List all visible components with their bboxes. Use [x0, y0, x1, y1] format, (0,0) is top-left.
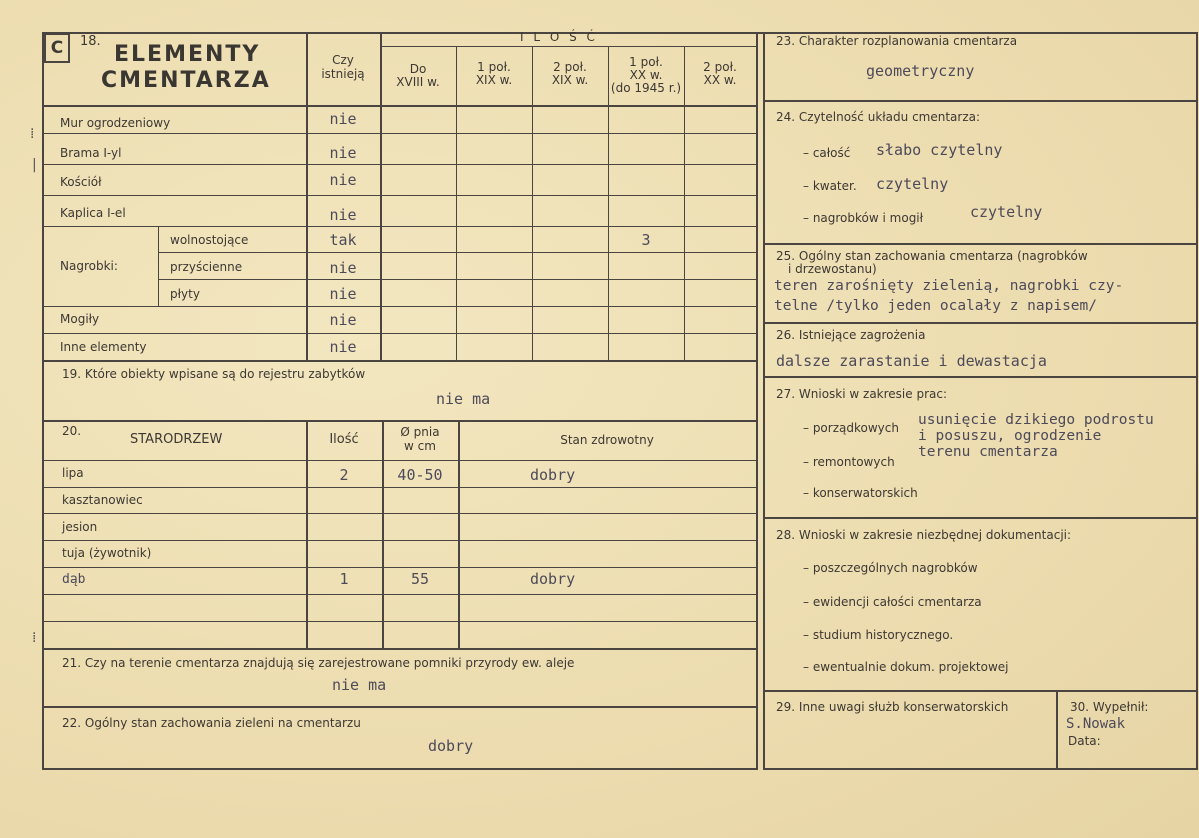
punch-mark: ⁞ — [30, 126, 35, 142]
period-header: Do XVIII w. — [396, 62, 440, 89]
q28-label: 28. Wnioski w zakresie niezbędnej dokumentacji: — [776, 528, 1072, 542]
row-label: Mogiły — [60, 312, 100, 326]
q23-label: 23. Charakter rozplanowania cmentarza — [776, 34, 1018, 48]
tree-health: dobry — [530, 570, 576, 588]
tree-health: dobry — [530, 466, 576, 484]
exists-value: tak — [329, 231, 357, 249]
q20-title: STARODRZEW — [130, 432, 223, 447]
q27-item: – konserwatorskich — [803, 486, 918, 500]
q21-label: 21. Czy na terenie cmentarza znajdują się zarejestrowane pomniki przyrody ew. aleje — [62, 656, 575, 670]
q21-answer: nie ma — [332, 676, 387, 694]
q23-answer: geometryczny — [866, 62, 975, 80]
q22-answer: dobry — [428, 737, 474, 755]
punch-mark: | — [32, 157, 37, 173]
q24-item-answer: słabo czytelny — [876, 141, 1003, 159]
nagrobki-label: Nagrobki: — [60, 259, 118, 273]
exists-value: nie — [329, 110, 357, 128]
row-label: przyścienne — [170, 260, 243, 274]
exists-value: nie — [329, 206, 357, 224]
q22-label: 22. Ogólny stan zachowania zieleni na cmentarzu — [62, 716, 361, 730]
tree-count: 2 — [339, 466, 349, 484]
tree-diam: 40-50 — [397, 466, 443, 484]
section-letter-box: C — [44, 33, 70, 63]
q24-item-label: – całość — [803, 146, 851, 160]
tree-count: 1 — [339, 570, 349, 588]
tree-name: lipa — [62, 466, 84, 480]
q24-item-answer: czytelny — [970, 203, 1043, 221]
quantity-header: I L O Ś Ć — [520, 30, 598, 44]
period-header: 1 poł. XX w. (do 1945 r.) — [610, 55, 682, 95]
q28-item: – ewidencji całości cmentarza — [803, 595, 982, 609]
q24-label: 24. Czytelność układu cmentarza: — [776, 110, 981, 124]
period-header: 2 poł. XIX w. — [551, 60, 589, 87]
exists-value: nie — [329, 171, 357, 189]
exists-value: nie — [329, 311, 357, 329]
q27-label: 27. Wnioski w zakresie prac: — [776, 387, 948, 401]
q30-date-label: Data: — [1068, 734, 1101, 748]
q25-label: 25. Ogólny stan zachowania cmentarza (nagrobków i drzewostanu) — [776, 249, 1088, 276]
q20-diam-header: Ø pnia w cm — [400, 425, 440, 453]
section-title-line1: ELEMENTY — [114, 42, 261, 67]
q29-label: 29. Inne uwagi służb konserwatorskich — [776, 700, 1009, 714]
row-label: płyty — [170, 287, 200, 301]
section-title-line2: CMENTARZA — [101, 68, 271, 93]
q26-answer: dalsze zarastanie i dewastacja — [776, 352, 1047, 370]
exists-value: nie — [329, 338, 357, 356]
q27-item: – porządkowych — [803, 421, 899, 435]
row-label: Brama I-yl — [60, 146, 122, 160]
tree-diam: 55 — [410, 570, 430, 588]
tree-name: dąb — [62, 572, 86, 587]
q27-item: – remontowych — [803, 455, 895, 469]
exists-value: nie — [329, 259, 357, 277]
q20-count-header: Ilość — [329, 432, 359, 447]
exists-header: Czy istnieją — [321, 53, 365, 81]
punch-mark: ⁞ — [32, 630, 37, 646]
period-header: 1 poł. XIX w. — [475, 60, 513, 87]
tree-name: tuja (żywotnik) — [62, 546, 152, 560]
q20-number: 20. — [62, 424, 82, 438]
q19-answer: nie ma — [436, 390, 491, 408]
exists-value: nie — [329, 144, 357, 162]
q19-label: 19. Które obiekty wpisane są do rejestru zabytków — [62, 367, 366, 381]
q24-item-label: – nagrobków i mogił — [803, 211, 924, 225]
tree-name: kasztanowiec — [62, 493, 143, 507]
q26-label: 26. Istniejące zagrożenia — [776, 328, 926, 342]
row-label: Kościół — [60, 175, 102, 189]
q20-health-header: Stan zdrowotny — [560, 433, 654, 447]
row-label: Inne elementy — [60, 340, 147, 354]
row-label: Kaplica I-el — [60, 206, 126, 220]
tree-name: jesion — [62, 520, 98, 534]
period-header: 2 poł. XX w. — [703, 60, 737, 87]
q30-label: 30. Wypełnił: — [1070, 700, 1149, 714]
field-number: 18. — [80, 34, 101, 49]
q24-item-label: – kwater. — [803, 179, 857, 193]
q28-item: – ewentualnie dokum. projektowej — [803, 660, 1009, 674]
q25-answer: teren zarośnięty zielenią, nagrobki czy- telne /tylko jeden ocalały z napisem/ — [774, 278, 1124, 314]
row-label: wolnostojące — [170, 233, 249, 247]
count-value: 3 — [641, 231, 651, 249]
q24-item-answer: czytelny — [876, 175, 949, 193]
q28-item: – studium historycznego. — [803, 628, 954, 642]
q28-item: – poszczególnych nagrobków — [803, 561, 978, 575]
q27-answer: usunięcie dzikiego podrostu i posuszu, ogrodzenie terenu cmentarza — [918, 412, 1154, 460]
exists-value: nie — [329, 285, 357, 303]
row-label: Mur ogrodzeniowy — [60, 116, 171, 130]
q30-filled-by: S.Nowak — [1066, 716, 1126, 732]
